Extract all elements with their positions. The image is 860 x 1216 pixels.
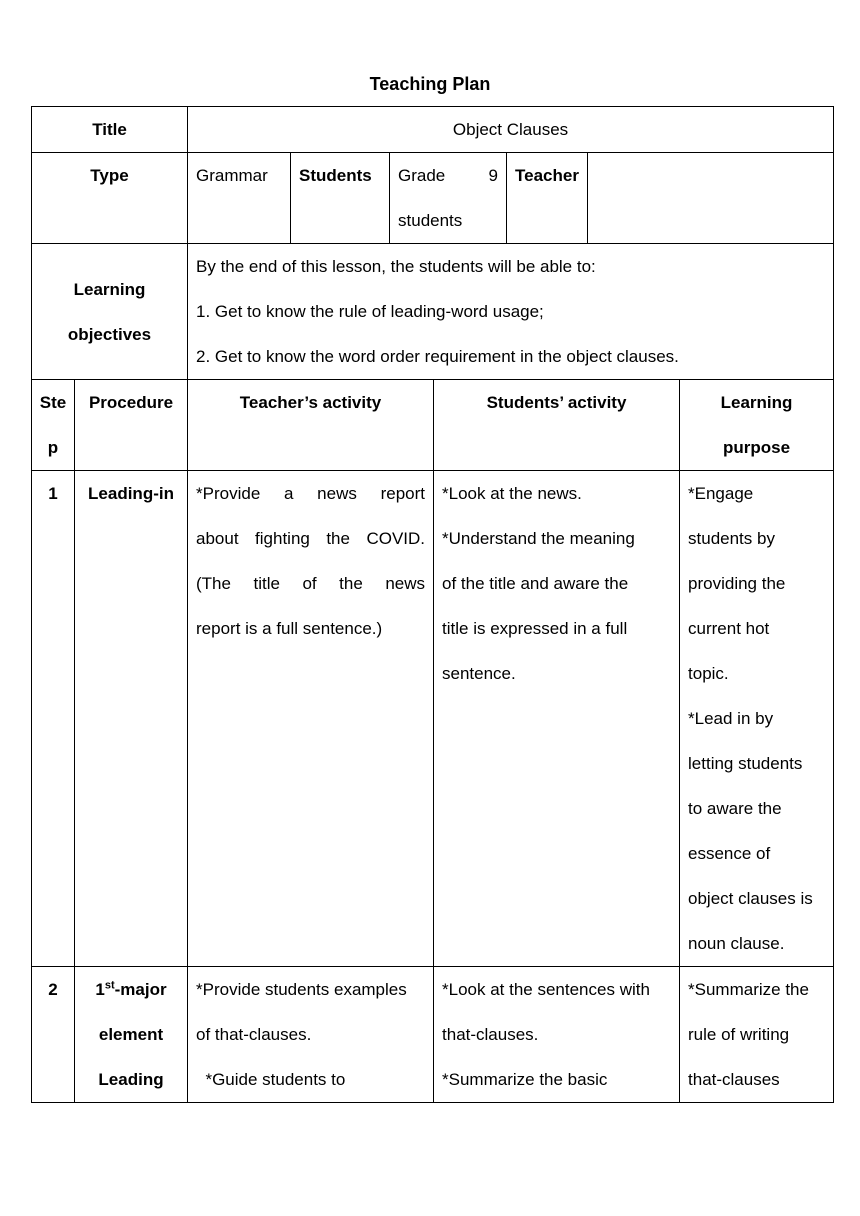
step-header-line2: p [47,438,59,457]
procedure-line: Leading-in [88,484,174,503]
students-activity-line: title is expressed in a full [442,619,628,638]
teacher-activity-cell [188,471,434,967]
title-value: Object Clauses [188,107,834,153]
purpose-line: students by [688,529,775,548]
purpose-line: letting students [688,754,803,773]
purpose-line: current hot [688,619,770,638]
procedure-cell [75,471,188,967]
procedure-ordinal-suffix: st [104,979,115,992]
purpose-line: *Lead in by [688,709,774,728]
objectives-label-line1: Learning [73,279,146,299]
document-title: Teaching Plan [369,74,491,94]
teacher-activity-line: about fighting the COVID. [196,529,426,548]
objectives-label [32,244,188,380]
step-number: 1 [32,471,75,967]
teacher-activity-line: of that-clauses. [196,1025,312,1044]
teacher-activity-line: *Guide students to [196,1070,346,1089]
purpose-line: object clauses is [688,889,813,908]
students-activity-line: sentence. [442,664,516,683]
procedure-header-row [32,380,834,471]
procedure-ordinal-number: 1 [95,980,105,999]
type-row [32,153,834,244]
purpose-line: *Engage [688,484,754,503]
objectives-label-line2: objectives [67,324,152,344]
students-activity-cell [434,471,680,967]
step-header-line1: Ste [39,393,67,412]
purpose-line: noun clause. [688,934,785,953]
procedure-line: element [98,1025,164,1044]
learning-purpose-cell [680,471,834,967]
purpose-line: rule of writing [688,1025,790,1044]
learning-purpose-cell [680,967,834,1103]
students-value [390,153,507,244]
teacher-activity-line: *Provide a news report [196,484,426,503]
students-activity-line: *Look at the news. [442,484,582,503]
teaching-plan-table [31,106,834,1103]
teacher-activity-line: *Provide students examples [196,980,407,999]
teacher-activity-line: report is a full sentence.) [196,619,383,638]
type-value: Grammar [188,153,291,244]
purpose-line: to aware the [688,799,782,818]
purpose-line: *Summarize the [688,980,809,999]
table-row [32,471,834,967]
teacher-label: Teacher [507,153,588,244]
title-label: Title [32,107,188,153]
students-value-line1: Grade 9 [398,166,499,185]
procedure-cell [75,967,188,1103]
objectives-content [188,244,834,380]
purpose-line: topic. [688,664,729,683]
teacher-activity-header: Teacher’s activity [188,380,434,471]
purpose-line: essence of [688,844,771,863]
students-activity-line: *Understand the meaning [442,529,635,548]
teacher-activity-line: (The title of the news [196,574,426,593]
students-activity-line: *Look at the sentences with [442,980,650,999]
procedure-line-rest: -major [114,980,167,999]
objectives-row [32,244,834,380]
procedure-line: Leading [98,1070,164,1089]
step-number: 2 [32,967,75,1103]
objective-item-1: 1. Get to know the rule of leading-word usage; [196,302,544,321]
type-label: Type [32,153,188,244]
procedure-line [83,967,179,1012]
purpose-line: that-clauses [688,1070,780,1089]
objective-item-2: 2. Get to know the word order requirement in the object clauses. [196,347,679,366]
objectives-intro: By the end of this lesson, the students will be able to: [196,257,596,276]
students-activity-header: Students’ activity [434,380,680,471]
students-label: Students [291,153,390,244]
teacher-value [588,153,834,244]
students-activity-line: *Summarize the basic [442,1070,608,1089]
purpose-header-line1: Learning [720,393,793,412]
students-value-line2: students [398,211,463,230]
step-header [32,380,75,471]
purpose-line: providing the [688,574,786,593]
purpose-header-line2: purpose [723,438,791,457]
students-activity-line: that-clauses. [442,1025,539,1044]
students-activity-cell [434,967,680,1103]
table-row [32,967,834,1103]
title-row [32,107,834,153]
procedure-header: Procedure [75,380,188,471]
students-activity-line: of the title and aware the [442,574,629,593]
teacher-activity-cell [188,967,434,1103]
learning-purpose-header [680,380,834,471]
